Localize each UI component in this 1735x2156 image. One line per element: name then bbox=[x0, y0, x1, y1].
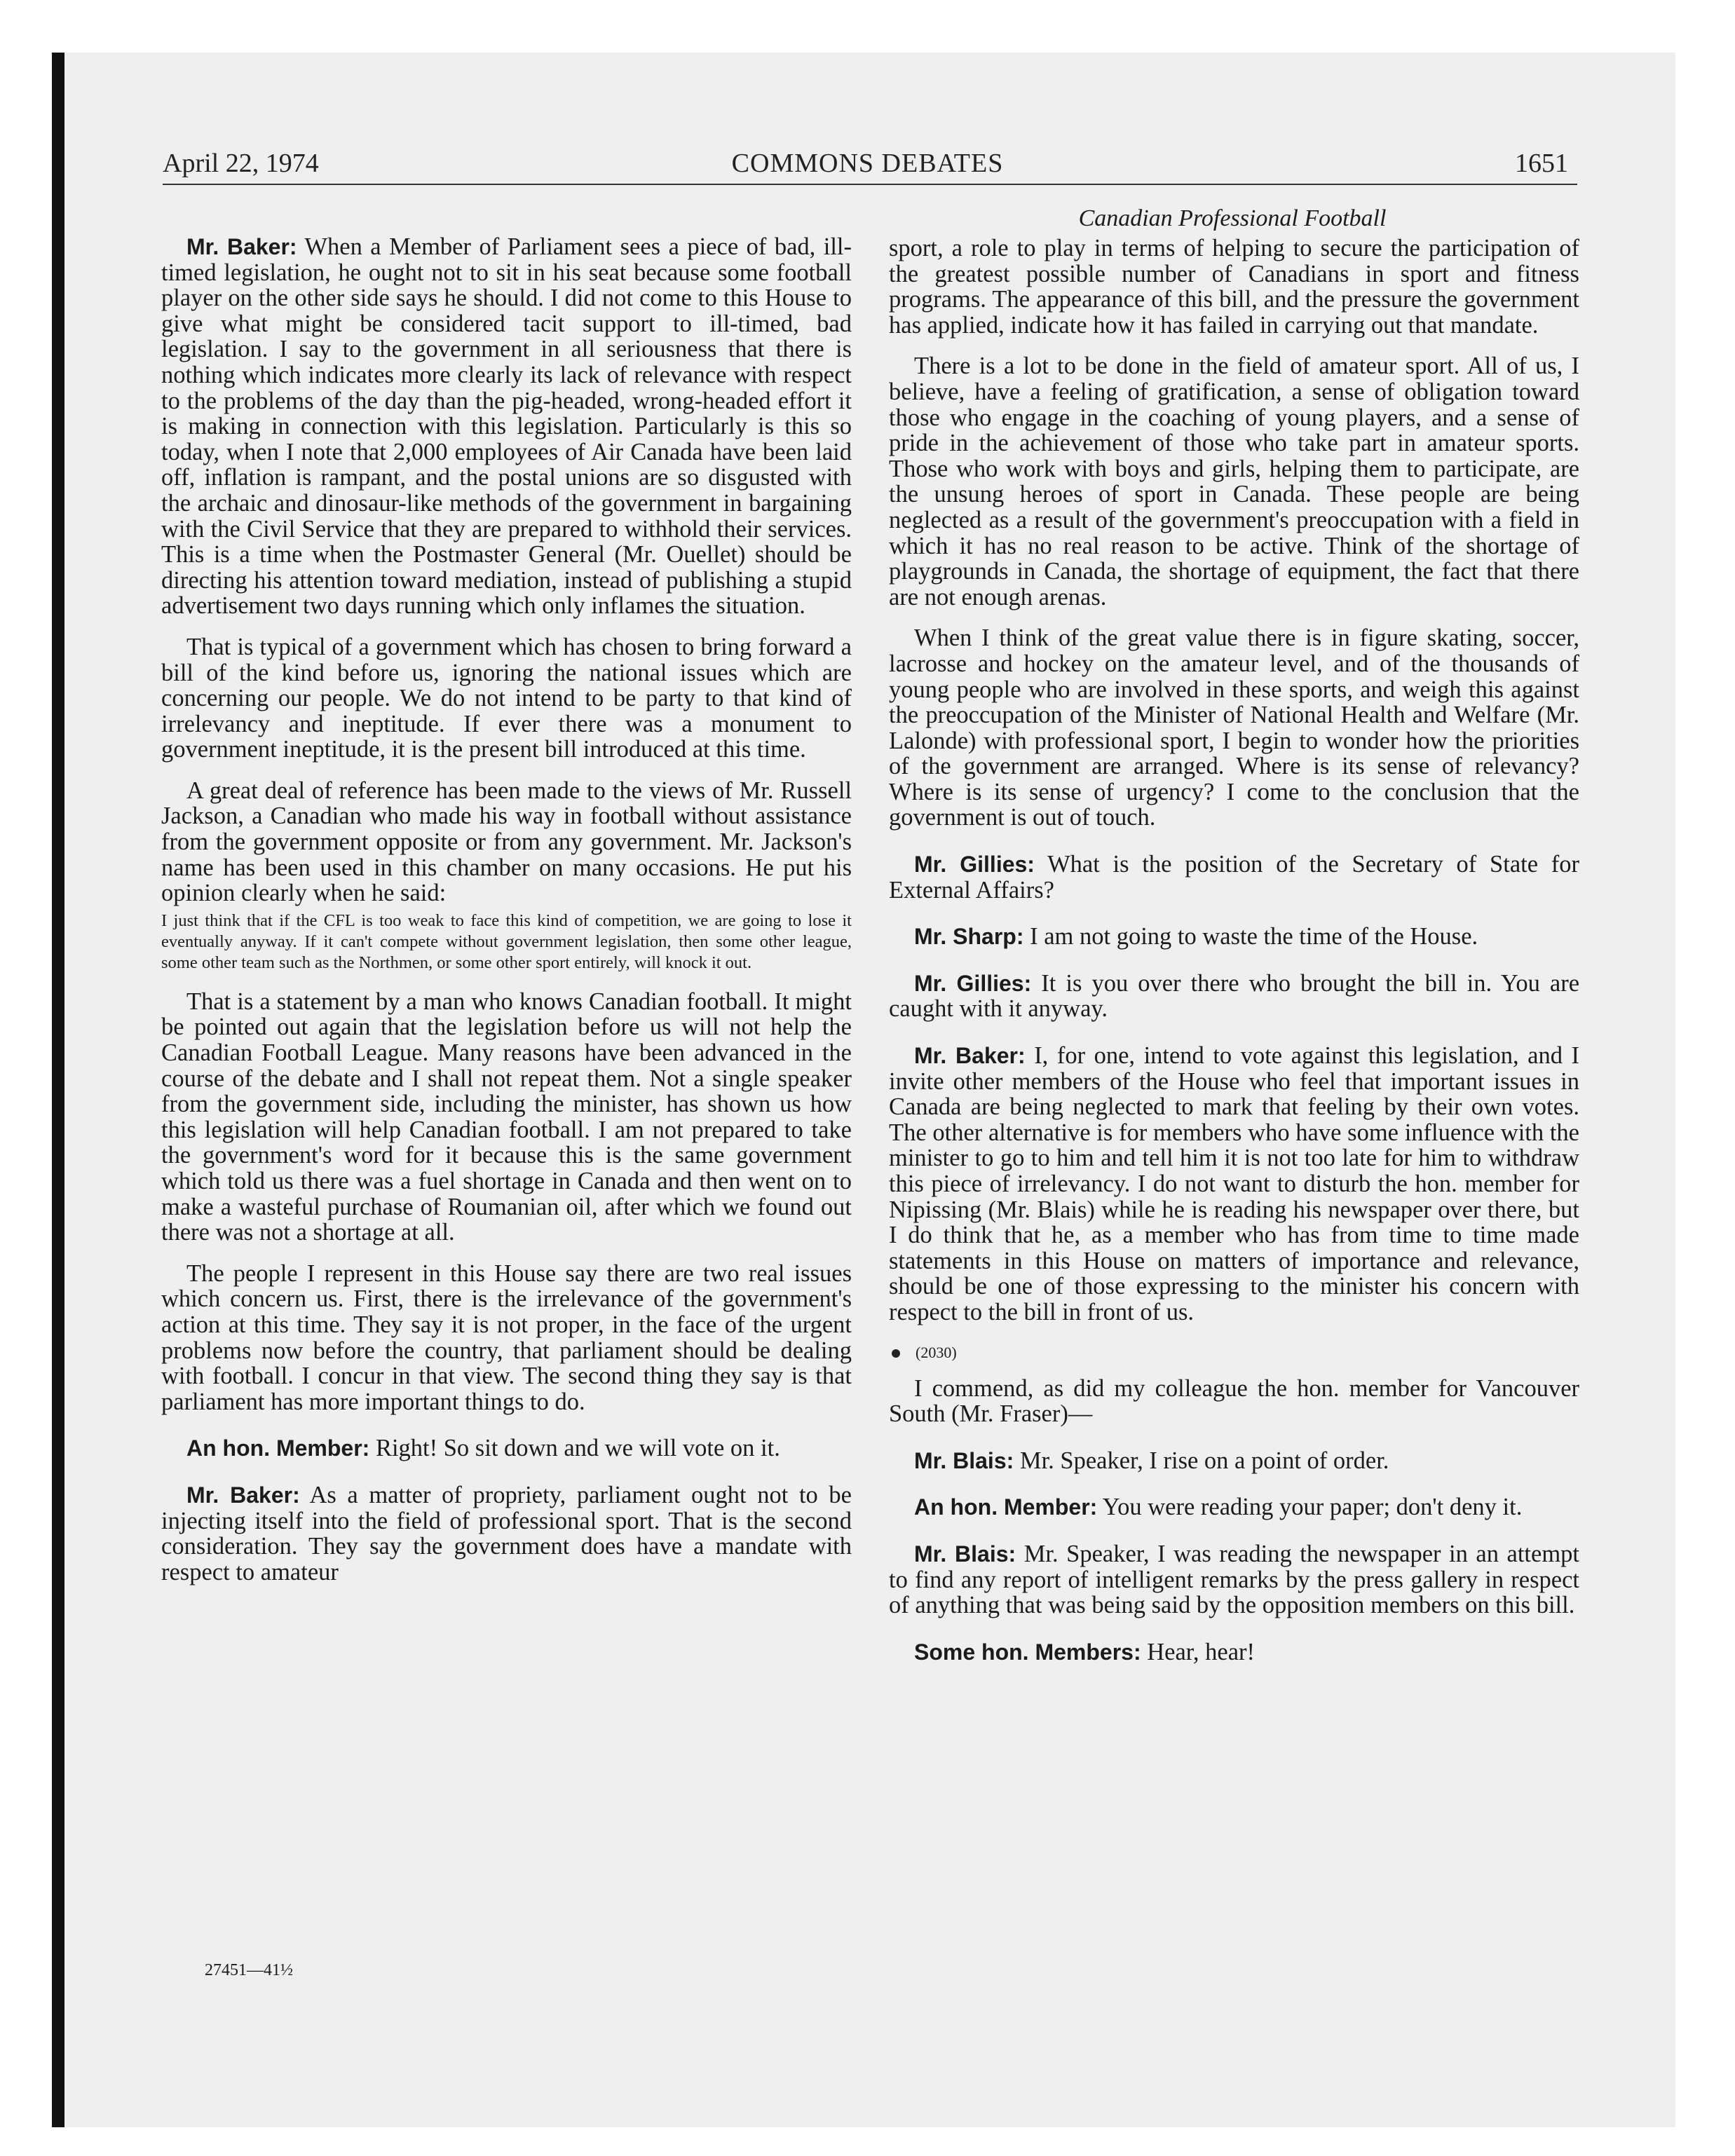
paragraph bbox=[889, 1448, 1579, 1474]
speech-text: Hear, hear! bbox=[1141, 1638, 1255, 1665]
paragraph bbox=[889, 1541, 1579, 1618]
time-marker-text: (2030) bbox=[916, 1343, 957, 1361]
paragraph bbox=[889, 924, 1579, 950]
speech-text: I, for one, intend to vote against this legislation, and I invite other members of the House who feel that important issues in Canada are being neglected to mark that feeling by their own votes. The other alternative is for members who have some influence with the minister to go to him and tell him it is not too late for him to withdraw this piece of irrelevancy. I do not want to disturb the hon. member for Nipissing (Mr. Blais) while he is reading his newspaper over there, but I do think that he, as a member who has from time to time made statements in this House on matters of importance and relevance, should be one of those expressing to the minister his concern with respect to the bill in front of us. bbox=[889, 1042, 1580, 1325]
header-title: COMMONS DEBATES bbox=[731, 149, 1004, 178]
header-rule bbox=[163, 184, 1577, 185]
time-marker bbox=[889, 1342, 1579, 1363]
speech-text: Mr. Speaker, I was reading the newspaper in an attempt to find any report of intelligent remarks by the press gallery in respect of anything that was being said by the opposition members on this bill. bbox=[889, 1540, 1579, 1619]
paragraph: There is a lot to be done in the field of amateur sport. All of us, I believe, have a feeling of gratification, a sense of obligation toward those who engage in the coaching of young players, and a sense of pride in the achievement of those who take part in amateur sports. Those who work with boys and girls, helping them to participate, are the unsung heroes of sport in Canada. These people are being neglected as a result of the government's preoccupation with a field in which it has no real reason to be active. Think of the shortage of playgrounds in Canada, the shortage of equipment, the fact that there are not enough arenas. bbox=[889, 353, 1579, 610]
paragraph bbox=[161, 1435, 852, 1461]
speaker-name: Some hon. Members: bbox=[914, 1639, 1141, 1665]
right-column bbox=[889, 236, 1579, 1665]
speaker-name: Mr. Blais: bbox=[914, 1447, 1014, 1473]
left-column bbox=[161, 234, 852, 1585]
header-page-number: 1651 bbox=[1515, 149, 1568, 178]
header-date: April 22, 1974 bbox=[163, 149, 319, 178]
speech-text: Mr. Speaker, I rise on a point of order. bbox=[1014, 1447, 1389, 1474]
speaker-name: An hon. Member: bbox=[914, 1494, 1098, 1520]
paragraph: The people I represent in this House say there are two real issues which concern us. First, there is the irrelevance of the government's action at this time. They say it is not proper, in the face of the urgent problems now before the country, that parliament should be dealing with football. I concur in that view. The second thing they say is that parliament has more important things to do. bbox=[161, 1260, 852, 1415]
paragraph bbox=[161, 1482, 852, 1585]
paragraph bbox=[889, 1043, 1579, 1325]
paragraph: That is a statement by a man who knows Canadian football. It might be pointed out again that the legislation before us will not help the Canadian Football League. Many reasons have been advanced in the course of the debate and I shall not repeat them. Not a single speaker from the government side, including the minister, has shown us how this legislation will help Canadian football. I am not prepared to take the government's word for it because this is the same government which told us there was a fuel shortage in Canada and then went on to make a wasteful purchase of Roumanian oil, after which we found out there was not a shortage at all. bbox=[161, 988, 852, 1246]
speech-text: I am not going to waste the time of the House. bbox=[1023, 923, 1478, 950]
speaker-name: Mr. Blais: bbox=[914, 1541, 1016, 1567]
speech-text: As a matter of propriety, parliament ought not to be injecting itself into the field of professional sport. That is the second consideration. They say the government does have a mandate with respect to amateur bbox=[161, 1481, 852, 1585]
paragraph: When I think of the great value there is in figure skating, soccer, lacrosse and hockey on the amateur level, and of the thousands of young people who are involved in these sports, and weigh this against the preoccupation of the Minister of National Health and Welfare (Mr. Lalonde) with professional sport, I begin to wonder how the priorities of the government are arranged. Where is its sense of relevancy? Where is its sense of urgency? I come to the conclusion that the government is out of touch. bbox=[889, 625, 1579, 831]
paragraph: I commend, as did my colleague the hon. member for Vancouver South (Mr. Fraser)— bbox=[889, 1374, 1579, 1428]
paragraph bbox=[889, 971, 1579, 1022]
speaker-name: Mr. Baker: bbox=[186, 234, 297, 259]
paragraph bbox=[889, 1494, 1579, 1520]
running-head: Canadian Professional Football bbox=[1078, 205, 1387, 231]
speech-text: Right! So sit down and we will vote on it. bbox=[369, 1435, 780, 1462]
paragraph bbox=[161, 234, 852, 619]
footer-code: 27451—41½ bbox=[205, 1961, 293, 1979]
speech-text: When a Member of Parliament sees a piece of bad, ill-timed legislation, he ought not to sit in his seat because some football player on the other side says he should. I did not come to this House to give what might be considered tacit support to ill-timed, bad legislation. I say to the government in all seriousness that there is nothing which indicates more clearly its lack of relevance with respect to the problems of the day than the pig-headed, wrong-headed effort it is making in connection with this legislation. Particularly is this so today, when I note that 2,000 employees of Air Canada have been laid off, inflation is rampant, and the postal unions are so disgusted with the archaic and dinosaur-like methods of the government in bargaining with the Civil Service that they are prepared to withhold their services. This is a time when the Postmaster General (Mr. Ouellet) should be directing his attention toward mediation, instead of publishing a stupid advertisement two days running which only inflames the situation. bbox=[161, 233, 852, 620]
speaker-name: Mr. Sharp: bbox=[914, 924, 1024, 950]
speaker-name: Mr. Baker: bbox=[914, 1043, 1026, 1069]
speech-text: You were reading your paper; don't deny it. bbox=[1097, 1494, 1523, 1521]
speaker-name: Mr. Gillies: bbox=[914, 852, 1035, 878]
block-quote: I just think that if the CFL is too weak to face this kind of competition, we are going to lose it eventually anyway. If it can't compete without government legislation, then some other league, some other team such as the Northmen, or some other sport entirely, will knock it out. bbox=[161, 910, 852, 972]
speaker-name: Mr. Gillies: bbox=[914, 970, 1032, 996]
speaker-name: Mr. Baker: bbox=[186, 1482, 300, 1508]
paragraph: That is typical of a government which has chosen to bring forward a bill of the kind before us, ignoring the national issues which are concerning our people. We do not intend to be party to that kind of irrelevancy and ineptitude. If ever there was a monument to government ineptitude, it is the present bill introduced at this time. bbox=[161, 633, 852, 763]
paragraph: sport, a role to play in terms of helping to secure the participation of the greatest possible number of Canadians in sport and fitness programs. The appearance of this bill, and the pressure the government has applied, indicate how it has failed in carrying out that mandate. bbox=[889, 235, 1579, 339]
paragraph bbox=[889, 1639, 1579, 1665]
speech-text: What is the position of the Secretary of State for External Affairs? bbox=[889, 851, 1580, 903]
scan-edge-bar bbox=[52, 53, 64, 2127]
bullet-icon bbox=[892, 1349, 900, 1358]
paragraph: A great deal of reference has been made to the views of Mr. Russell Jackson, a Canadian who made his way in football without assistance from the government opposite or from any government. Mr. Jackson's name has been used in this chamber on many occasions. He put his opinion clearly when he said: bbox=[161, 777, 852, 907]
speaker-name: An hon. Member: bbox=[186, 1435, 370, 1461]
speech-text: It is you over there who brought the bill in. You are caught with it anyway. bbox=[889, 969, 1580, 1023]
paragraph bbox=[889, 852, 1579, 903]
